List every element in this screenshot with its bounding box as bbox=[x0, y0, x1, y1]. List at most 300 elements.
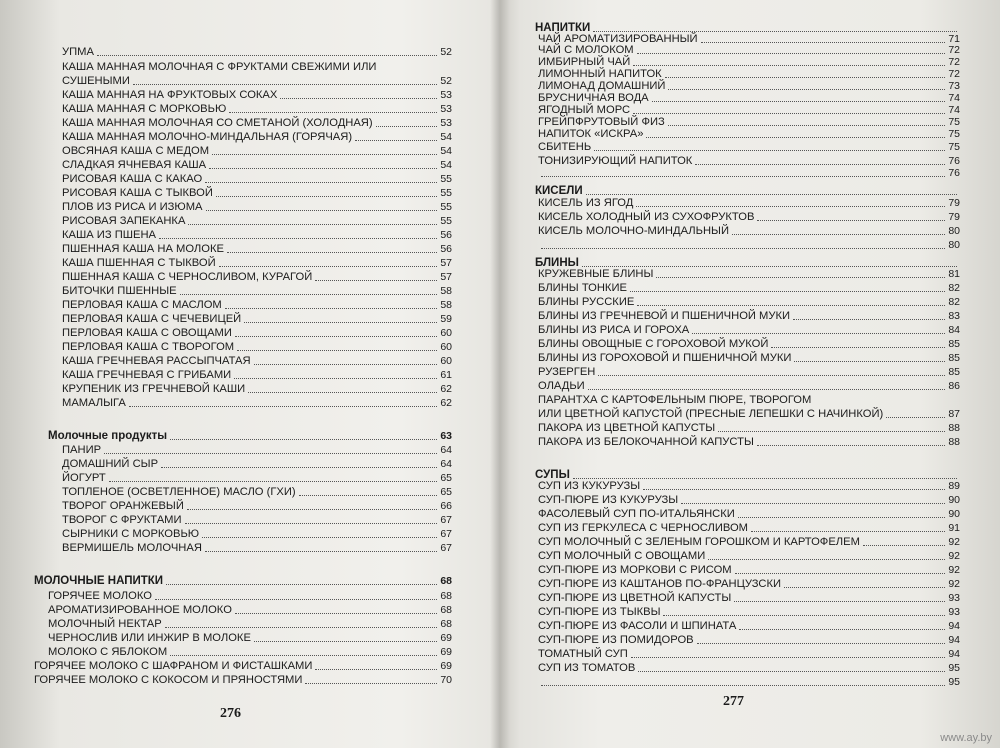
toc-dot-leader bbox=[206, 210, 438, 211]
toc-dot-leader bbox=[355, 140, 437, 141]
toc-dot-leader bbox=[757, 220, 945, 221]
toc-dot-leader bbox=[235, 613, 437, 614]
toc-entry-title: СУП-ПЮРЕ ИЗ КАШТАНОВ ПО-ФРАНЦУЗСКИ bbox=[538, 578, 782, 590]
toc-entry bbox=[538, 239, 960, 251]
toc-entry bbox=[538, 578, 960, 590]
toc-dot-leader bbox=[187, 509, 437, 510]
toc-dot-leader bbox=[598, 375, 945, 376]
toc-entry bbox=[538, 620, 960, 632]
toc-entry-title: КАША МАННАЯ МОЛОЧНАЯ С ФРУКТАМИ СВЕЖИМИ ИЛИ bbox=[62, 61, 377, 73]
toc-entry-page: 52 bbox=[440, 75, 452, 87]
toc-dot-leader bbox=[165, 627, 438, 628]
toc-dot-leader bbox=[593, 31, 957, 32]
toc-entry-title: БЛИНЫ ТОНКИЕ bbox=[538, 282, 627, 294]
toc-entry-page: 95 bbox=[948, 662, 960, 674]
toc-entry-title: ТОНИЗИРУЮЩИЙ НАПИТОК bbox=[538, 155, 693, 167]
toc-entry bbox=[62, 229, 452, 241]
toc-entry bbox=[62, 243, 452, 255]
toc-entry-title: ПШЕННАЯ КАША НА МОЛОКЕ bbox=[62, 243, 224, 255]
toc-entry bbox=[62, 187, 452, 199]
toc-entry-page: 93 bbox=[948, 606, 960, 618]
toc-entry-page: 55 bbox=[440, 173, 452, 185]
toc-entry-title: КИСЕЛЬ ИЗ ЯГОД bbox=[538, 197, 634, 209]
toc-entry bbox=[48, 604, 452, 616]
left-toc-list bbox=[0, 0, 495, 748]
toc-dot-leader bbox=[225, 308, 438, 309]
toc-entry-title: НАПИТКИ bbox=[535, 22, 591, 34]
toc-entry-title: ОВСЯНАЯ КАША С МЕДОМ bbox=[62, 145, 210, 157]
toc-dot-leader bbox=[681, 503, 945, 504]
toc-entry-page: 74 bbox=[948, 92, 960, 104]
toc-entry-page: 87 bbox=[948, 408, 960, 420]
toc-entry-page: 82 bbox=[948, 296, 960, 308]
toc-entry-title: ГОРЯЧЕЕ МОЛОКО С КОКОСОМ И ПРЯНОСТЯМИ bbox=[34, 674, 303, 686]
toc-entry bbox=[62, 215, 452, 227]
toc-entry bbox=[62, 355, 452, 367]
toc-entry bbox=[62, 327, 452, 339]
toc-entry-title: ПАКОРА ИЗ БЕЛОКОЧАННОЙ КАПУСТЫ bbox=[538, 436, 754, 448]
toc-entry-page: 76 bbox=[948, 167, 960, 179]
toc-entry-page: 75 bbox=[948, 116, 960, 128]
toc-entry-title: КАША ИЗ ПШЕНА bbox=[62, 229, 157, 241]
toc-entry-title: АРОМАТИЗИРОВАННОЕ МОЛОКО bbox=[48, 604, 232, 616]
toc-dot-leader bbox=[636, 206, 945, 207]
toc-entry-page: 65 bbox=[440, 472, 452, 484]
toc-entry-title: ТВОРОГ ОРАНЖЕВЫЙ bbox=[62, 500, 184, 512]
toc-entry bbox=[538, 508, 960, 520]
toc-dot-leader bbox=[643, 489, 945, 490]
toc-dot-leader bbox=[185, 523, 438, 524]
toc-section-heading bbox=[48, 430, 452, 442]
toc-entry bbox=[538, 480, 960, 492]
toc-entry-page: 54 bbox=[440, 145, 452, 157]
toc-dot-leader bbox=[161, 467, 437, 468]
toc-entry-title: ПАНИР bbox=[62, 444, 102, 456]
toc-dot-leader bbox=[227, 252, 437, 253]
toc-entry-page: 55 bbox=[440, 201, 452, 213]
toc-entry-title: РИСОВАЯ ЗАПЕКАНКА bbox=[62, 215, 186, 227]
toc-entry bbox=[538, 225, 960, 237]
toc-dot-leader bbox=[376, 126, 438, 127]
toc-dot-leader bbox=[633, 113, 945, 114]
toc-entry-title: РИСОВАЯ КАША С ТЫКВОЙ bbox=[62, 187, 213, 199]
toc-entry bbox=[538, 338, 960, 350]
toc-entry bbox=[538, 564, 960, 576]
toc-entry bbox=[62, 117, 452, 129]
toc-dot-leader bbox=[663, 615, 945, 616]
toc-entry-title: ПЕРЛОВАЯ КАША С МАСЛОМ bbox=[62, 299, 222, 311]
toc-dot-leader bbox=[631, 657, 946, 658]
toc-entry bbox=[538, 104, 960, 116]
toc-entry-page: 74 bbox=[948, 104, 960, 116]
toc-entry bbox=[538, 296, 960, 308]
toc-entry bbox=[62, 458, 452, 470]
toc-entry bbox=[538, 211, 960, 223]
toc-entry-title: ВЕРМИШЕЛЬ МОЛОЧНАЯ bbox=[62, 542, 202, 554]
toc-entry bbox=[62, 472, 452, 484]
toc-entry-title: БЛИНЫ bbox=[535, 257, 579, 269]
toc-entry bbox=[62, 201, 452, 213]
toc-entry bbox=[538, 606, 960, 618]
toc-entry-page: 53 bbox=[440, 117, 452, 129]
toc-entry-page: 73 bbox=[948, 80, 960, 92]
toc-entry-page: 93 bbox=[948, 592, 960, 604]
toc-entry bbox=[538, 116, 960, 128]
toc-entry bbox=[538, 310, 960, 322]
toc-dot-leader bbox=[665, 77, 946, 78]
toc-dot-leader bbox=[718, 431, 945, 432]
toc-entry-title: СУПЫ bbox=[535, 469, 570, 481]
watermark: www.ay.by bbox=[940, 732, 992, 744]
toc-entry bbox=[62, 61, 452, 73]
toc-entry-title: БИТОЧКИ ПШЕННЫЕ bbox=[62, 285, 177, 297]
toc-entry-page: 67 bbox=[440, 528, 452, 540]
toc-dot-leader bbox=[299, 495, 438, 496]
toc-dot-leader bbox=[237, 350, 437, 351]
toc-entry-title: КАША МАННАЯ МОЛОЧНАЯ СО СМЕТАНОЙ (ХОЛОДНАЯ) bbox=[62, 117, 373, 129]
toc-dot-leader bbox=[212, 154, 437, 155]
toc-entry bbox=[538, 536, 960, 548]
toc-entry-page: 86 bbox=[948, 380, 960, 392]
toc-entry-title: ТОПЛЕНОЕ (ОСВЕТЛЕННОЕ) МАСЛО (ГХИ) bbox=[62, 486, 296, 498]
toc-entry-title: СЫРНИКИ С МОРКОВЬЮ bbox=[62, 528, 200, 540]
toc-dot-leader bbox=[188, 224, 437, 225]
toc-dot-leader bbox=[155, 599, 437, 600]
toc-entry bbox=[48, 590, 452, 602]
toc-entry-page: 57 bbox=[440, 257, 452, 269]
toc-entry-page: 53 bbox=[440, 103, 452, 115]
toc-entry-title: ФАСОЛЕВЫЙ СУП ПО-ИТАЛЬЯНСКИ bbox=[538, 508, 735, 520]
right-toc-list bbox=[505, 0, 1000, 748]
toc-entry-page: 68 bbox=[440, 604, 452, 616]
toc-entry bbox=[538, 592, 960, 604]
toc-entry bbox=[62, 299, 452, 311]
toc-entry-page: 91 bbox=[948, 522, 960, 534]
toc-entry-page: 92 bbox=[948, 550, 960, 562]
toc-entry-page: 80 bbox=[948, 239, 960, 251]
toc-entry-page: 94 bbox=[948, 634, 960, 646]
toc-entry-page: 60 bbox=[440, 341, 452, 353]
toc-entry-title: КАША МАННАЯ МОЛОЧНО-МИНДАЛЬНАЯ (ГОРЯЧАЯ) bbox=[62, 131, 353, 143]
toc-entry-title: СБИТЕНЬ bbox=[538, 141, 592, 153]
toc-dot-leader bbox=[234, 378, 437, 379]
toc-entry-page: 83 bbox=[948, 310, 960, 322]
toc-entry-page: 70 bbox=[440, 674, 452, 686]
toc-entry-title: УПМА bbox=[62, 46, 94, 58]
toc-entry-title: СУП МОЛОЧНЫЙ С ОВОЩАМИ bbox=[538, 550, 706, 562]
toc-entry-title: КАША МАННАЯ НА ФРУКТОВЫХ СОКАХ bbox=[62, 89, 278, 101]
toc-dot-leader bbox=[315, 669, 437, 670]
toc-dot-leader bbox=[646, 137, 945, 138]
toc-dot-leader bbox=[668, 125, 946, 126]
toc-entry-page: 62 bbox=[440, 397, 452, 409]
toc-entry bbox=[538, 494, 960, 506]
toc-entry bbox=[34, 674, 452, 686]
toc-dot-leader bbox=[254, 641, 437, 642]
toc-entry-title: ПАКОРА ИЗ ЦВЕТНОЙ КАПУСТЫ bbox=[538, 422, 716, 434]
toc-dot-leader bbox=[229, 112, 437, 113]
toc-entry-title: МАМАЛЫГА bbox=[62, 397, 126, 409]
toc-entry-title: ИЛИ ЦВЕТНОЙ КАПУСТОЙ (ПРЕСНЫЕ ЛЕПЕШКИ С НАЧИНКОЙ) bbox=[538, 408, 884, 420]
toc-entry-title: МОЛОЧНЫЕ НАПИТКИ bbox=[34, 575, 164, 587]
toc-entry bbox=[538, 155, 960, 167]
toc-entry-title: ПЕРЛОВАЯ КАША С ТВОРОГОМ bbox=[62, 341, 235, 353]
toc-dot-leader bbox=[732, 234, 945, 235]
toc-entry-title: КАША ГРЕЧНЕВАЯ С ГРИБАМИ bbox=[62, 369, 232, 381]
toc-entry bbox=[62, 486, 452, 498]
toc-entry bbox=[62, 528, 452, 540]
toc-entry-page: 75 bbox=[948, 141, 960, 153]
toc-entry-title: СУП МОЛОЧНЫЙ С ЗЕЛЕНЫМ ГОРОШКОМ И КАРТОФЕЛЕМ bbox=[538, 536, 860, 548]
toc-dot-leader bbox=[244, 322, 437, 323]
toc-entry-title: ГОРЯЧЕЕ МОЛОКО С ШАФРАНОМ И ФИСТАШКАМИ bbox=[34, 660, 313, 672]
toc-entry bbox=[538, 436, 960, 448]
right-page bbox=[505, 0, 1000, 748]
toc-dot-leader bbox=[280, 98, 437, 99]
toc-dot-leader bbox=[701, 42, 946, 43]
toc-dot-leader bbox=[170, 439, 437, 440]
toc-dot-leader bbox=[305, 683, 437, 684]
toc-dot-leader bbox=[109, 481, 438, 482]
toc-entry-page: 92 bbox=[948, 564, 960, 576]
toc-entry bbox=[538, 662, 960, 674]
toc-entry-title: СЛАДКАЯ ЯЧНЕВАЯ КАША bbox=[62, 159, 207, 171]
toc-dot-leader bbox=[886, 417, 945, 418]
toc-entry-page: 72 bbox=[948, 56, 960, 68]
toc-entry bbox=[62, 75, 452, 87]
toc-dot-leader bbox=[692, 333, 945, 334]
toc-entry-page: 54 bbox=[440, 159, 452, 171]
toc-entry-page: 58 bbox=[440, 285, 452, 297]
toc-entry-page: 90 bbox=[948, 508, 960, 520]
toc-entry bbox=[62, 341, 452, 353]
toc-entry-title: ЛИМОННЫЙ НАПИТОК bbox=[538, 68, 662, 80]
toc-entry-page: 64 bbox=[440, 444, 452, 456]
toc-entry-title: КРУЖЕВНЫЕ БЛИНЫ bbox=[538, 268, 654, 280]
toc-entry-page: 95 bbox=[948, 676, 960, 688]
toc-entry-page: 68 bbox=[440, 590, 452, 602]
toc-entry-page: 88 bbox=[948, 422, 960, 434]
toc-entry-page: 81 bbox=[948, 268, 960, 280]
toc-entry-page: 89 bbox=[948, 480, 960, 492]
left-page bbox=[0, 0, 495, 748]
toc-dot-leader bbox=[594, 150, 945, 151]
toc-entry-title: МОЛОЧНЫЙ НЕКТАР bbox=[48, 618, 162, 630]
toc-entry bbox=[538, 268, 960, 280]
toc-entry-title: КАША МАННАЯ С МОРКОВЬЮ bbox=[62, 103, 227, 115]
toc-entry-title: РИСОВАЯ КАША С КАКАО bbox=[62, 173, 203, 185]
toc-entry bbox=[538, 522, 960, 534]
toc-entry-title: Молочные продукты bbox=[48, 430, 168, 442]
toc-entry-title: СУП ИЗ КУКУРУЗЫ bbox=[538, 480, 641, 492]
toc-dot-leader bbox=[735, 573, 946, 574]
toc-dot-leader bbox=[254, 364, 438, 365]
toc-dot-leader bbox=[771, 347, 945, 348]
toc-entry bbox=[62, 271, 452, 283]
toc-entry-title: ГРЕЙПФРУТОВЫЙ ФИЗ bbox=[538, 116, 665, 128]
toc-dot-leader bbox=[793, 319, 945, 320]
toc-dot-leader bbox=[129, 406, 437, 407]
toc-entry bbox=[538, 92, 960, 104]
toc-entry-title: СУП ИЗ ТОМАТОВ bbox=[538, 662, 636, 674]
toc-entry-page: 85 bbox=[948, 366, 960, 378]
toc-entry-page: 90 bbox=[948, 494, 960, 506]
toc-dot-leader bbox=[588, 389, 946, 390]
toc-entry bbox=[34, 660, 452, 672]
toc-entry-page: 66 bbox=[440, 500, 452, 512]
toc-entry-page: 60 bbox=[440, 327, 452, 339]
toc-entry-page: 67 bbox=[440, 542, 452, 554]
toc-entry-page: 85 bbox=[948, 352, 960, 364]
toc-entry-page: 55 bbox=[440, 215, 452, 227]
toc-dot-leader bbox=[757, 445, 945, 446]
toc-entry-title: КИСЕЛЬ МОЛОЧНО-МИНДАЛЬНЫЙ bbox=[538, 225, 729, 237]
toc-dot-leader bbox=[739, 629, 945, 630]
toc-dot-leader bbox=[582, 266, 957, 267]
page-number-left: 276 bbox=[220, 706, 241, 721]
toc-dot-leader bbox=[235, 336, 437, 337]
toc-entry bbox=[62, 542, 452, 554]
toc-dot-leader bbox=[216, 196, 437, 197]
toc-entry-title: ИМБИРНЫЙ ЧАЙ bbox=[538, 56, 631, 68]
toc-entry-page: 69 bbox=[440, 646, 452, 658]
toc-entry-title: БЛИНЫ ИЗ ГОРОХОВОЙ И ПШЕНИЧНОЙ МУКИ bbox=[538, 352, 792, 364]
toc-entry bbox=[538, 68, 960, 80]
toc-entry-page: 71 bbox=[948, 33, 960, 45]
toc-entry-title: БЛИНЫ ОВОЩНЫЕ С ГОРОХОВОЙ МУКОЙ bbox=[538, 338, 769, 350]
toc-entry bbox=[538, 44, 960, 56]
toc-entry-page: 85 bbox=[948, 338, 960, 350]
toc-entry-title: ЧАЙ АРОМАТИЗИРОВАННЫЙ bbox=[538, 33, 698, 45]
toc-entry-page: 72 bbox=[948, 68, 960, 80]
toc-dot-leader bbox=[668, 89, 945, 90]
toc-entry-page: 79 bbox=[948, 197, 960, 209]
toc-entry bbox=[538, 634, 960, 646]
toc-section-heading bbox=[34, 575, 452, 587]
toc-entry-title: ЯГОДНЫЙ МОРС bbox=[538, 104, 631, 116]
toc-entry-page: 92 bbox=[948, 536, 960, 548]
toc-entry-page: 88 bbox=[948, 436, 960, 448]
toc-entry bbox=[62, 397, 452, 409]
toc-entry-title: КАША ГРЕЧНЕВАЯ РАССЫПЧАТАЯ bbox=[62, 355, 251, 367]
toc-entry bbox=[538, 352, 960, 364]
toc-entry-page: 72 bbox=[948, 44, 960, 56]
toc-entry-page: 69 bbox=[440, 632, 452, 644]
toc-entry bbox=[538, 394, 960, 406]
toc-entry-page: 69 bbox=[440, 660, 452, 672]
toc-entry-page: 61 bbox=[440, 369, 452, 381]
toc-entry bbox=[538, 141, 960, 153]
toc-entry-page: 92 bbox=[948, 578, 960, 590]
toc-dot-leader bbox=[794, 361, 945, 362]
toc-entry bbox=[62, 159, 452, 171]
toc-dot-leader bbox=[784, 587, 945, 588]
toc-dot-leader bbox=[697, 643, 946, 644]
toc-dot-leader bbox=[170, 655, 437, 656]
toc-entry-title: ОЛАДЬИ bbox=[538, 380, 585, 392]
toc-entry bbox=[538, 197, 960, 209]
toc-entry-title: НАПИТОК «ИСКРА» bbox=[538, 128, 644, 140]
toc-entry bbox=[538, 128, 960, 140]
toc-dot-leader bbox=[541, 176, 945, 177]
toc-dot-leader bbox=[180, 294, 438, 295]
toc-entry-page: 60 bbox=[440, 355, 452, 367]
toc-entry-title: КРУПЕНИК ИЗ ГРЕЧНЕВОЙ КАШИ bbox=[62, 383, 246, 395]
toc-entry bbox=[48, 618, 452, 630]
toc-entry-title: КИСЕЛЬ ХОЛОДНЫЙ ИЗ СУХОФРУКТОВ bbox=[538, 211, 755, 223]
toc-dot-leader bbox=[97, 55, 437, 56]
toc-entry bbox=[62, 131, 452, 143]
toc-entry-page: 54 bbox=[440, 131, 452, 143]
toc-dot-leader bbox=[248, 392, 437, 393]
toc-dot-leader bbox=[656, 277, 945, 278]
toc-entry-title: ТОМАТНЫЙ СУП bbox=[538, 648, 628, 660]
toc-entry-page: 58 bbox=[440, 299, 452, 311]
toc-entry-page: 75 bbox=[948, 128, 960, 140]
toc-dot-leader bbox=[734, 601, 945, 602]
toc-dot-leader bbox=[708, 559, 945, 560]
toc-section-heading bbox=[535, 185, 960, 197]
toc-entry-title: БЛИНЫ ИЗ ГРЕЧНЕВОЙ И ПШЕНИЧНОЙ МУКИ bbox=[538, 310, 791, 322]
toc-entry-title: СУП-ПЮРЕ ИЗ МОРКОВИ С РИСОМ bbox=[538, 564, 732, 576]
toc-dot-leader bbox=[205, 551, 437, 552]
toc-entry-title: ПШЕННАЯ КАША С ЧЕРНОСЛИВОМ, КУРАГОЙ bbox=[62, 271, 313, 283]
toc-entry bbox=[62, 369, 452, 381]
toc-dot-leader bbox=[751, 531, 945, 532]
toc-entry-title: СУП-ПЮРЕ ИЗ ТЫКВЫ bbox=[538, 606, 661, 618]
toc-entry bbox=[538, 676, 960, 688]
toc-entry-title: СУП-ПЮРЕ ИЗ ПОМИДОРОВ bbox=[538, 634, 694, 646]
toc-entry-page: 79 bbox=[948, 211, 960, 223]
toc-entry-title: КАША ПШЕННАЯ С ТЫКВОЙ bbox=[62, 257, 216, 269]
toc-entry-title: ЧЕРНОСЛИВ ИЛИ ИНЖИР В МОЛОКЕ bbox=[48, 632, 251, 644]
toc-entry-title: ЙОГУРТ bbox=[62, 472, 106, 484]
toc-entry-title: РУЗЕРГЕН bbox=[538, 366, 596, 378]
toc-entry-page: 94 bbox=[948, 648, 960, 660]
toc-entry-page: 52 bbox=[440, 46, 452, 58]
toc-entry-title: БЛИНЫ РУССКИЕ bbox=[538, 296, 635, 308]
toc-entry-page: 67 bbox=[440, 514, 452, 526]
toc-entry bbox=[62, 103, 452, 115]
toc-entry-page: 63 bbox=[440, 430, 452, 442]
toc-dot-leader bbox=[315, 280, 437, 281]
toc-entry bbox=[538, 56, 960, 68]
toc-entry-page: 65 bbox=[440, 486, 452, 498]
toc-entry-title: ГОРЯЧЕЕ МОЛОКО bbox=[48, 590, 152, 602]
toc-entry-page: 82 bbox=[948, 282, 960, 294]
toc-entry bbox=[62, 514, 452, 526]
toc-entry bbox=[538, 282, 960, 294]
toc-entry-title: СУП ИЗ ГЕРКУЛЕСА С ЧЕРНОСЛИВОМ bbox=[538, 522, 748, 534]
toc-dot-leader bbox=[633, 65, 945, 66]
toc-entry-page: 56 bbox=[440, 229, 452, 241]
toc-entry-title: ЛИМОНАД ДОМАШНИЙ bbox=[538, 80, 666, 92]
toc-dot-leader bbox=[695, 164, 945, 165]
toc-entry-title: СУШЕНЫМИ bbox=[62, 75, 130, 87]
page-number-right: 277 bbox=[723, 694, 744, 709]
toc-entry-title: ЧАЙ С МОЛОКОМ bbox=[538, 44, 634, 56]
toc-dot-leader bbox=[638, 671, 945, 672]
toc-entry-page: 76 bbox=[948, 155, 960, 167]
toc-entry-page: 68 bbox=[440, 618, 452, 630]
toc-entry-title: БРУСНИЧНАЯ ВОДА bbox=[538, 92, 649, 104]
toc-entry-title: СУП-ПЮРЕ ИЗ ФАСОЛИ И ШПИНАТА bbox=[538, 620, 737, 632]
toc-entry bbox=[62, 383, 452, 395]
toc-dot-leader bbox=[573, 478, 957, 479]
toc-dot-leader bbox=[205, 182, 437, 183]
toc-dot-leader bbox=[652, 101, 946, 102]
toc-dot-leader bbox=[541, 248, 945, 249]
